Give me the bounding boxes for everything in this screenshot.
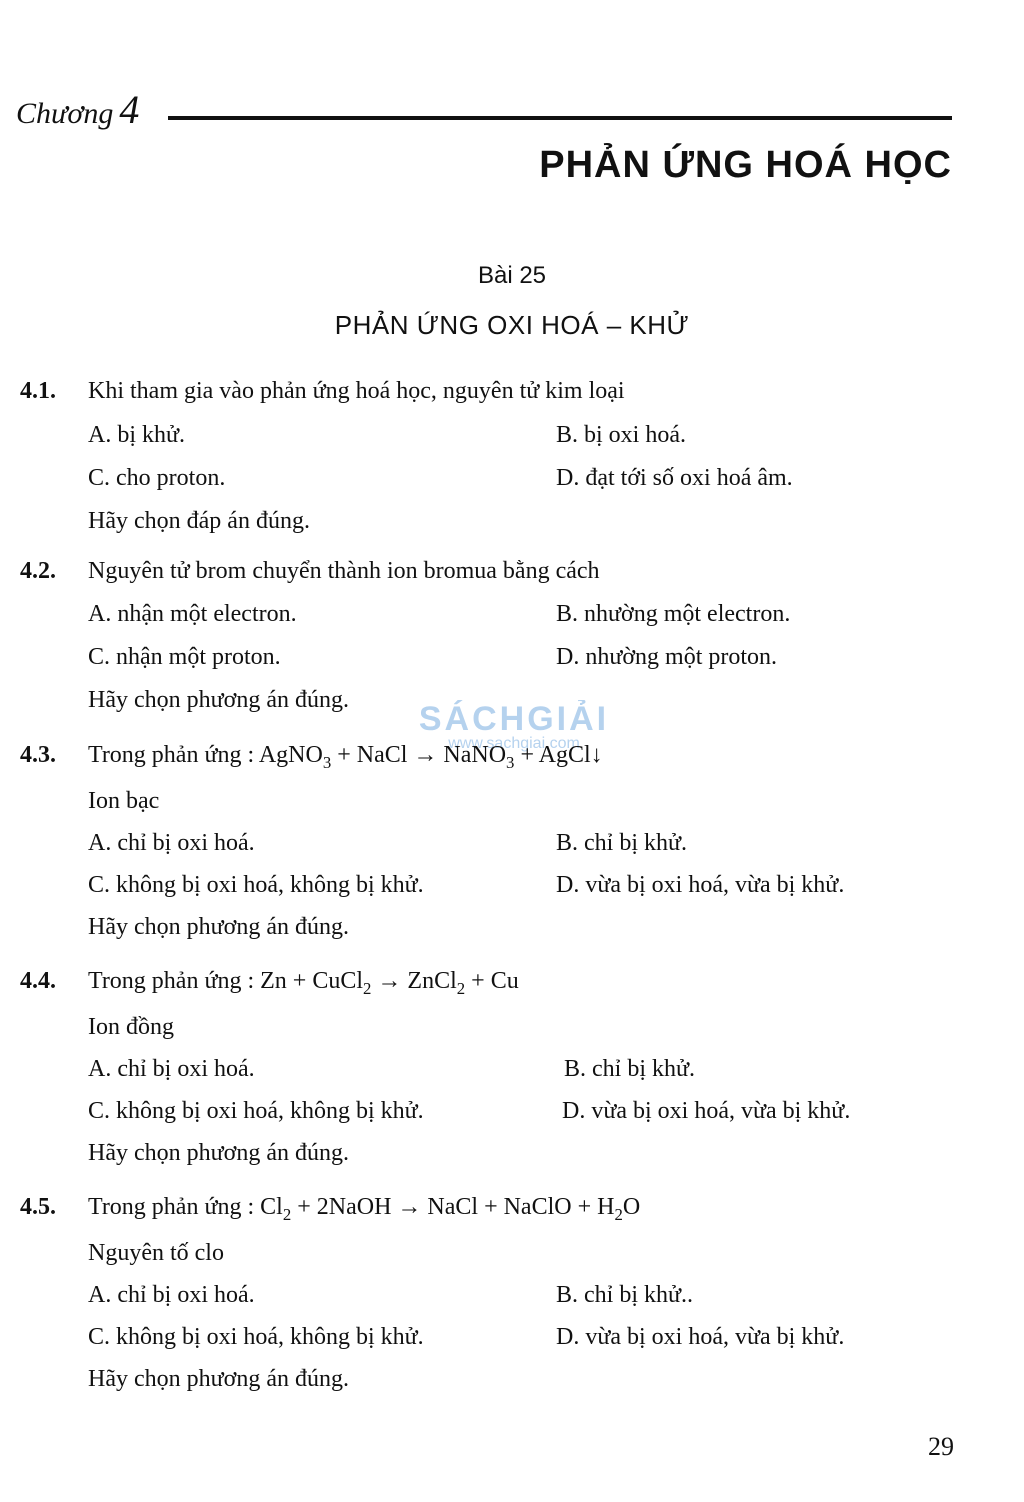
option-d: D. vừa bị oxi hoá, vừa bị khử.: [562, 1098, 851, 1124]
option-a: A. chỉ bị oxi hoá.: [88, 830, 255, 856]
question-stem: Khi tham gia vào phản ứng hoá học, nguyên tử kim loại: [88, 378, 625, 404]
question-number: 4.2.: [20, 558, 56, 584]
question-number: 4.4.: [20, 968, 56, 994]
question-instruction: Hãy chọn phương án đúng.: [88, 1366, 349, 1392]
option-d: D. vừa bị oxi hoá, vừa bị khử.: [556, 1324, 845, 1350]
question-instruction: Hãy chọn phương án đúng.: [88, 1140, 349, 1166]
option-a: A. bị khử.: [88, 422, 186, 448]
question-instruction: Hãy chọn phương án đúng.: [88, 914, 349, 940]
chapter-title: PHẢN ỨNG HOÁ HỌC: [539, 144, 952, 186]
chemical-equation: Zn + CuCl$_2$ → ZnCl$_2$ + Cu: [260, 968, 519, 998]
option-d: D. nhường một proton.: [556, 644, 778, 670]
option-d: D. vừa bị oxi hoá, vừa bị khử.: [556, 872, 845, 898]
option-a: A. chỉ bị oxi hoá.: [88, 1056, 255, 1082]
question-instruction: Hãy chọn phương án đúng.: [88, 687, 349, 713]
chemical-equation: $Cl_2$ + 2NaOH → NaCl + NaClO + $H_2O$: [260, 1194, 641, 1224]
chapter-number: 4: [119, 87, 140, 132]
question-stem: [88, 1194, 641, 1224]
chapter-rule: [168, 116, 952, 120]
page-number: 29: [928, 1432, 954, 1461]
question-stem: [88, 968, 519, 998]
question-stem: Nguyên tử brom chuyển thành ion bromua bằng cách: [88, 558, 600, 584]
chapter-label-text: Chương: [16, 97, 114, 130]
option-b: B. bị oxi hoá.: [556, 422, 686, 448]
lesson-number: Bài 25: [477, 262, 547, 289]
stem-prefix: Trong phản ứng :: [88, 1194, 261, 1220]
option-b: B. chỉ bị khử.: [564, 1056, 696, 1082]
chapter-label: [16, 86, 139, 133]
question-instruction: Hãy chọn đáp án đúng.: [88, 508, 310, 534]
question-subject: Nguyên tố clo: [88, 1240, 224, 1266]
question-number: 4.1.: [20, 378, 56, 404]
stem-prefix: Trong phản ứng :: [88, 968, 261, 994]
option-b: B. nhường một electron.: [556, 601, 791, 627]
option-c: C. không bị oxi hoá, không bị khử.: [88, 1324, 424, 1350]
option-a: A. chỉ bị oxi hoá.: [88, 1282, 255, 1308]
question-subject: Ion bạc: [88, 788, 160, 814]
option-b: B. chỉ bị khử.: [556, 830, 688, 856]
option-a: A. nhận một electron.: [88, 601, 297, 627]
option-c: C. cho proton.: [88, 465, 226, 491]
option-c: C. nhận một proton.: [88, 644, 281, 670]
option-d: D. đạt tới số oxi hoá âm.: [556, 465, 793, 491]
question-subject: Ion đồng: [88, 1014, 174, 1040]
lesson-title: PHẢN ỨNG OXI HOÁ – KHỬ: [334, 310, 690, 340]
option-c: C. không bị oxi hoá, không bị khử.: [88, 872, 424, 898]
option-b: B. chỉ bị khử..: [556, 1282, 694, 1308]
question-number: 4.3.: [20, 742, 56, 768]
option-c: C. không bị oxi hoá, không bị khử.: [88, 1098, 424, 1124]
watermark-logo: SÁCHGIẢI: [418, 700, 610, 738]
stem-prefix: Trong phản ứng :: [88, 742, 259, 768]
question-number: 4.5.: [20, 1194, 56, 1220]
question-stem: [88, 742, 603, 772]
watermark-url: www.sachgiai.com: [448, 735, 580, 752]
chemical-equation: AgNO$_3$ + NaCl → NaNO$_3$ + AgCl↓: [258, 742, 603, 772]
